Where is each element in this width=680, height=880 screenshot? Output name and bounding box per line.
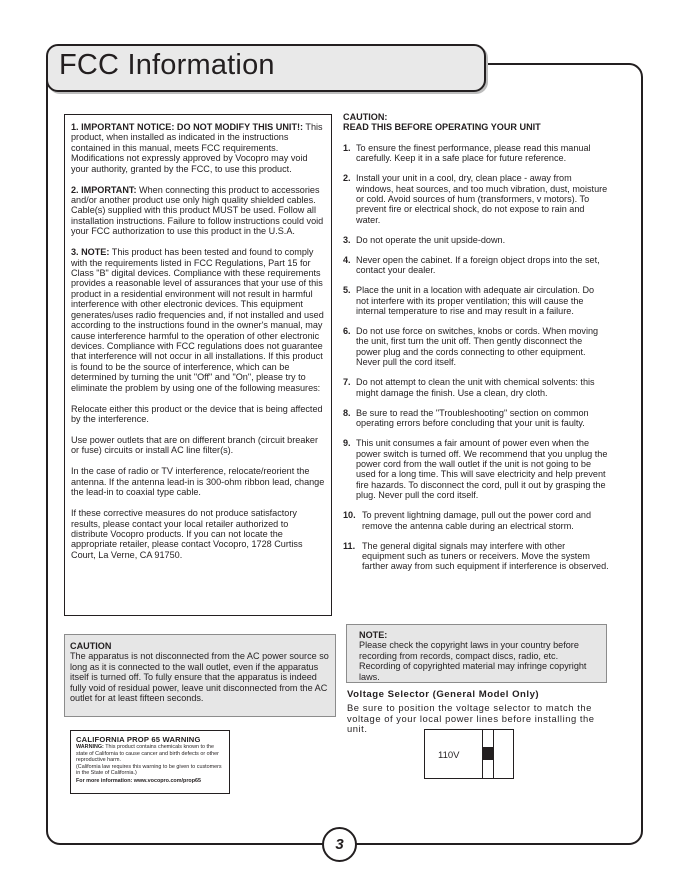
item-number: 7. [343,377,351,388]
item-number: 8. [343,407,351,418]
caution-list [343,112,609,581]
fcc-p3-heading: 3. NOTE: [71,247,110,258]
fcc-p1-body: This product, when installed as indicated in the instructions contained in this manual, meets FCC requirements. Modifications not expressly approved by Vocopro may void your authority, granted by the FCC, to use this product. [71,122,323,174]
voltage-selector-switch [424,729,514,779]
note-body: Please check the copyright laws in your country before recording from records, compact discs, radio, etc. Recording of copyrighted material may infringe copyright laws. [359,640,587,682]
item-text: To ensure the finest performance, please read this manual carefully. Keep it in a safe place for future reference. [356,142,591,164]
fcc-paragraph-2 [71,185,325,237]
item-number: 5. [343,285,351,296]
fcc-p2-body: When connecting this product to accessories and/or another product use only high quality shielded cables. Cable(s) supplied with this product MUST be used. Follow all installation instructions. Failure to follow instructions could void your FCC authorization to use this product in the U.S.A. [71,184,324,237]
item-number: 3. [343,234,351,245]
voltage-selector-text: Be sure to position the voltage selector to match the voltage of your local power lines before installing the unit. [347,702,595,735]
fcc-paragraph-4: Relocate either this product or the device that is being affected by the interference. [71,403,323,424]
caution-item [343,235,609,245]
item-text: This unit consumes a fair amount of power even when the power switch is turned off. We recommend that you unplug the power cord from the wall outlet if the unit is not going to be used for a long time. This will save electricity and help prevent fire hazards. To disconnect the cord, pull it out by grasping the plug. Never pull the cord itself. [356,438,608,501]
item-number: 1. [343,142,351,153]
voltage-selector-title: Voltage Selector (General Model Only) [347,689,540,700]
prop65-footer: For more information: www.vocopro.com/prop65 [76,777,201,784]
prop65-warning-label: WARNING: [76,744,104,750]
prop65-warning [76,744,224,764]
item-text: To prevent lightning damage, pull out the power cord and remove the antenna cable during an electrical storm. [362,510,592,531]
item-text: Do not operate the unit upside-down. [356,234,506,245]
prop65-note: (California law requires this warning to be given to customers in the State of California.) [76,763,222,777]
fcc-p3-body: This product has been tested and found to comply with the requirements listed in FCC Regulations, Part 15 for Class "B" digital devices. Compliance with these requirements provides a reasonable level of assurances that your use of this product in a residential environment will not result in harmful interference with other electronic devices. This equipment generates/uses radio frequencies and, if not installed and used according to the instructions found in the owner's manual, may cause interference harmful to the operation of other electronic devices. Compliance with FCC regulations does not guarantee that interference will not occur in all installations. If this product is found to be the source of interference, which can be determined by turning the unit "Off" and "On", please try to eliminate the problem by using one of the following measures: [71,247,324,393]
fcc-paragraph-1 [71,122,325,174]
fcc-paragraph-3 [71,247,325,393]
caution-item [343,438,609,500]
caution-subheading: READ THIS BEFORE OPERATING YOUR UNIT [343,122,541,133]
item-text: Be sure to read the "Troubleshooting" section on common operating errors before concluding that your unit is faulty. [356,407,589,429]
item-text: Do not attempt to clean the unit with chemical solvents: this might damage the finish. Use a clean, dry cloth. [356,377,595,398]
voltage-label: 110V [438,750,460,761]
caution-item [343,173,609,225]
caution-item [343,541,609,572]
caution-item [343,510,609,531]
fcc-paragraph-7: If these corrective measures do not produce satisfactory results, please contact your local retailer authorized to distribute Vocopro products. If you can not locate the appropriate retailer, please contact Vocopro, 1728 Curtiss Court, La Verne, CA 91750. [71,508,303,560]
item-number: 6. [343,326,351,337]
prop65-title: CALIFORNIA PROP 65 WARNING [76,735,201,744]
item-number: 9. [343,438,351,449]
fcc-paragraph-5: Use power outlets that are on different branch (circuit breaker or fuse) circuits or install AC line filter(s). [71,434,319,456]
fcc-p2-heading: 2. IMPORTANT: [71,184,137,195]
item-number: 4. [343,254,351,265]
switch-knob [483,747,493,760]
fcc-p1-heading: 1. IMPORTANT NOTICE: DO NOT MODIFY THIS UNIT!: [71,122,304,132]
note-box [346,624,607,683]
item-text: The general digital signals may interfere with other equipment such as tuners or receivers. Move the system farther away from such equipment if interference is observed. [362,540,609,572]
caution-box [64,634,336,717]
caution-item [343,408,609,429]
item-number: 10. [343,510,356,521]
prop65-warning-body: This product contains chemicals known to the state of California to cause cancer and birth defects or other reproductive harm. [76,744,219,764]
caution-heading: CAUTION: [343,112,388,122]
item-number: 2. [343,173,351,184]
caution-item [343,377,609,398]
page-number: 3 [322,827,357,862]
caution-item [343,326,609,368]
caution-item [343,285,609,316]
item-text: Do not use force on switches, knobs or cords. When moving the unit, first turn the unit off. Then gently disconnect the power plug and the cords connecting to other equipment. Never pull the cord itself. [356,326,599,368]
page-title: FCC Information [59,49,275,81]
item-number: 11. [343,540,356,551]
item-text: Install your unit in a cool, dry, clean place - away from windows, heat sources, and too much vibration, dust, moisture or cold. Avoid sources of hum (transformers, v motors). To prevent fire or electrical shock, do not expose to rain and water. [356,173,608,225]
caution-box-title: CAUTION [70,641,112,651]
caution-item [343,143,609,164]
caution-item [343,255,609,276]
item-text: Place the unit in a location with adequate air circulation. Do not interfere with its proper ventilation; this will cause the internal temperature to rise and may result in a failure. [356,285,595,317]
prop65-warning-box [70,730,230,794]
note-title: NOTE: [359,630,388,640]
item-text: Never open the cabinet. If a foreign object drops into the set, contact your dealer. [356,254,600,276]
caution-box-body: The apparatus is not disconnected from the AC power source so long as it is connected to the wall outlet, even if the apparatus itself is turned off. To fully ensure that the apparatus is indeed fully void of residual power, leave unit disconnected from the AC outlet for at least fifteen seconds. [70,651,329,704]
fcc-paragraph-6: In the case of radio or TV interference, relocate/reorient the antenna. If the antenna lead-in is 300-ohm ribbon lead, change the lead-in to coaxial type cable. [71,466,325,498]
fcc-notice-box [64,114,332,616]
